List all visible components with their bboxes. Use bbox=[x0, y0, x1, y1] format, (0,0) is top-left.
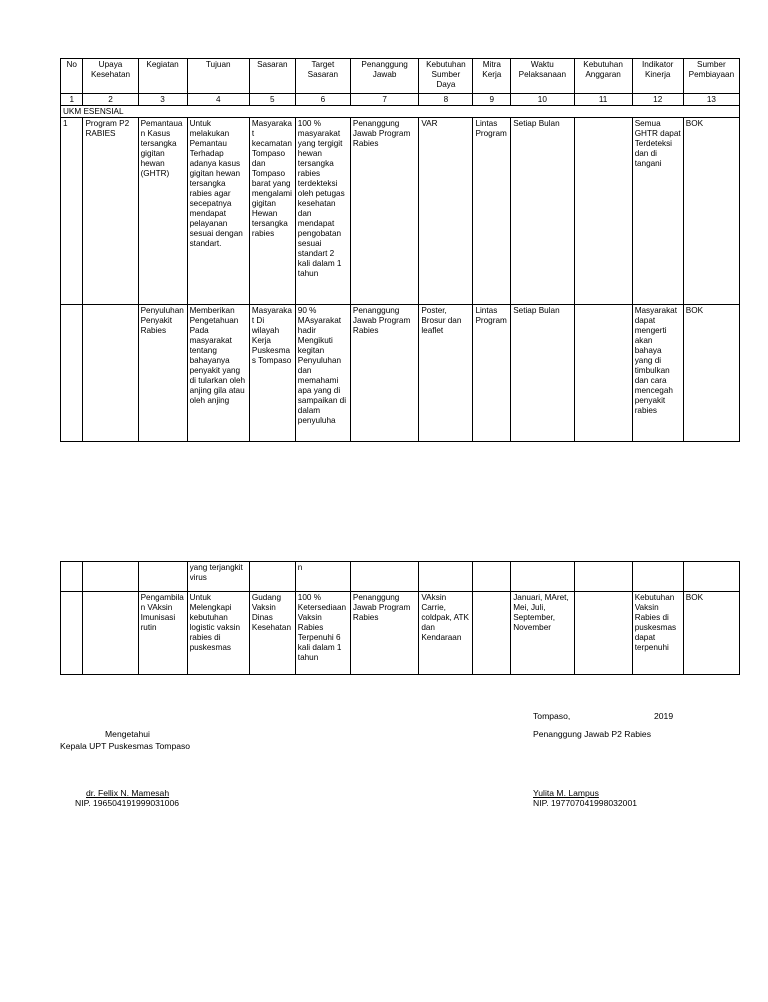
header-cell: Kebutuhan Sumber Daya bbox=[419, 59, 473, 94]
cell-upaya: Program P2 RABIES bbox=[83, 118, 138, 305]
cell-indikator bbox=[632, 562, 683, 592]
column-number: 5 bbox=[249, 94, 295, 106]
signature-left-label: Mengetahui bbox=[105, 729, 150, 739]
cell-tujuan: Untuk melakukan Pemantau Terhadap adanya kasus gigitan hewan tersangka rabies agar secepatnya mendapat pelayanan sesuai dengan standart. bbox=[187, 118, 249, 305]
cell-kegiatan bbox=[138, 562, 187, 592]
header-cell: Sumber Pembiayaan bbox=[683, 59, 739, 94]
signature-place: Tompaso, bbox=[533, 711, 571, 721]
cell-pembiayaan bbox=[683, 562, 739, 592]
cell-indikator: Semua GHTR dapat Terdeteksi dan di tangani bbox=[632, 118, 683, 305]
cell-upaya bbox=[83, 305, 138, 442]
cell-kegiatan: Pemantauan Kasus tersangka gigitan hewan (GHTR) bbox=[138, 118, 187, 305]
signature-left-name: dr. Fellix N. Mamesah bbox=[86, 788, 170, 798]
cell-pembiayaan: BOK bbox=[683, 118, 739, 305]
cell-no bbox=[61, 562, 83, 592]
section-row bbox=[61, 106, 740, 118]
cell-indikator: Masyarakat dapat mengerti akan bahaya yang di timbulkan dan cara mencegah penyakit rabies bbox=[632, 305, 683, 442]
column-number: 12 bbox=[632, 94, 683, 106]
table-row bbox=[61, 118, 740, 305]
cell-no bbox=[61, 592, 83, 675]
header-cell: Kegiatan bbox=[138, 59, 187, 94]
cell-anggaran bbox=[574, 118, 632, 305]
cell-sasaran: Gudang Vaksin Dinas Kesehatan bbox=[249, 592, 295, 675]
cell-waktu: Setiap Bulan bbox=[511, 305, 574, 442]
column-number: 8 bbox=[419, 94, 473, 106]
plan-table-page-2 bbox=[60, 561, 740, 675]
cell-tujuan: Memberikan Pengetahuan Pada masyarakat tentang bahayanya penyakit yang di tularkan oleh anjing gila atau oleh anjing bbox=[187, 305, 249, 442]
cell-target: 90 % MAsyarakat hadir Mengikuti kegitan Penyuluhan dan memahami apa yang di sampaikan di dalam penyuluha bbox=[295, 305, 350, 442]
cell-upaya bbox=[83, 592, 138, 675]
cell-anggaran bbox=[574, 562, 632, 592]
cell-pembiayaan: BOK bbox=[683, 592, 739, 675]
cell-kegiatan: Pengambilan VAksin Imunisasi rutin bbox=[138, 592, 187, 675]
cell-tujuan: Untuk Melengkapi kebutuhan logistic vaksin rabies di puskesmas bbox=[187, 592, 249, 675]
cell-waktu: Januari, MAret, Mei, Juli, September, November bbox=[511, 592, 574, 675]
cell-mitra: Lintas Program bbox=[473, 118, 511, 305]
signature-right-name: Yulita M. Lampus bbox=[533, 788, 599, 798]
header-cell: Tujuan bbox=[187, 59, 249, 94]
cell-target: 100 % Ketersediaan Vaksin Rabies Terpenuhi 6 kali dalam 1 tahun bbox=[295, 592, 350, 675]
column-number-row bbox=[61, 94, 740, 106]
header-cell: Mitra Kerja bbox=[473, 59, 511, 94]
cell-sumber-daya: VAR bbox=[419, 118, 473, 305]
signature-left-nip: NIP. 196504191999031006 bbox=[75, 798, 180, 808]
cell-indikator: Kebutuhan Vaksin Rabies di puskesmas dapat terpenuhi bbox=[632, 592, 683, 675]
column-number: 13 bbox=[683, 94, 739, 106]
cell-mitra: Lintas Program bbox=[473, 305, 511, 442]
signature-year: 2019 bbox=[654, 711, 674, 721]
table-row bbox=[61, 592, 740, 675]
cell-sumber-daya: Poster, Brosur dan leaflet bbox=[419, 305, 473, 442]
cell-sumber-daya: VAksin Carrie, coldpak, ATK dan Kendaraan bbox=[419, 592, 473, 675]
cell-waktu bbox=[511, 562, 574, 592]
header-cell: Indikator Kinerja bbox=[632, 59, 683, 94]
signature-right-title: Penanggung Jawab P2 Rabies bbox=[533, 729, 652, 739]
cell-anggaran bbox=[574, 592, 632, 675]
cell-penanggung-jawab bbox=[350, 562, 418, 592]
cell-kegiatan: Penyuluhan Penyakit Rabies bbox=[138, 305, 187, 442]
header-cell: Upaya Kesehatan bbox=[83, 59, 138, 94]
column-number: 6 bbox=[295, 94, 350, 106]
plan-table-page-1 bbox=[60, 58, 740, 442]
cell-mitra bbox=[473, 562, 511, 592]
cell-pembiayaan: BOK bbox=[683, 305, 739, 442]
table-row bbox=[61, 562, 740, 592]
cell-no: 1 bbox=[61, 118, 83, 305]
cell-sasaran: Masyarakat kecamatan Tompaso dan Tompaso barat yang mengalami gigitan Hewan tersangka rabies bbox=[249, 118, 295, 305]
cell-tujuan: yang terjangkit virus bbox=[187, 562, 249, 592]
cell-waktu: Setiap Bulan bbox=[511, 118, 574, 305]
cell-sumber-daya bbox=[419, 562, 473, 592]
cell-penanggung-jawab: Penanggung Jawab Program Rabies bbox=[350, 118, 418, 305]
signature-left-title: Kepala UPT Puskesmas Tompaso bbox=[60, 741, 191, 751]
cell-sasaran bbox=[249, 562, 295, 592]
cell-sasaran: Masyarakat Di wilayah Kerja Puskesmas Tompaso bbox=[249, 305, 295, 442]
table-row bbox=[61, 305, 740, 442]
header-cell: No bbox=[61, 59, 83, 94]
column-number: 11 bbox=[574, 94, 632, 106]
cell-penanggung-jawab: Penanggung Jawab Program Rabies bbox=[350, 592, 418, 675]
cell-mitra bbox=[473, 592, 511, 675]
header-cell: Penanggung Jawab bbox=[350, 59, 418, 94]
cell-target: 100 % masyarakat yang tergigit hewan tersangka rabies terdekteksi oleh petugas kesehatan dan mendapat pengobatan sesuai standart 2 kali dalam 1 tahun bbox=[295, 118, 350, 305]
header-row bbox=[61, 59, 740, 94]
cell-target: n bbox=[295, 562, 350, 592]
column-number: 3 bbox=[138, 94, 187, 106]
section-label: UKM ESENSIAL bbox=[61, 106, 740, 118]
header-cell: Sasaran bbox=[249, 59, 295, 94]
column-number: 7 bbox=[350, 94, 418, 106]
cell-upaya bbox=[83, 562, 138, 592]
cell-no bbox=[61, 305, 83, 442]
cell-anggaran bbox=[574, 305, 632, 442]
column-number: 4 bbox=[187, 94, 249, 106]
column-number: 9 bbox=[473, 94, 511, 106]
signature-right-nip: NIP. 197707041998032001 bbox=[533, 798, 638, 808]
column-number: 2 bbox=[83, 94, 138, 106]
header-cell: Target Sasaran bbox=[295, 59, 350, 94]
cell-penanggung-jawab: Penanggung Jawab Program Rabies bbox=[350, 305, 418, 442]
column-number: 10 bbox=[511, 94, 574, 106]
header-cell: Kebutuhan Anggaran bbox=[574, 59, 632, 94]
header-cell: Waktu Pelaksanaan bbox=[511, 59, 574, 94]
column-number: 1 bbox=[61, 94, 83, 106]
